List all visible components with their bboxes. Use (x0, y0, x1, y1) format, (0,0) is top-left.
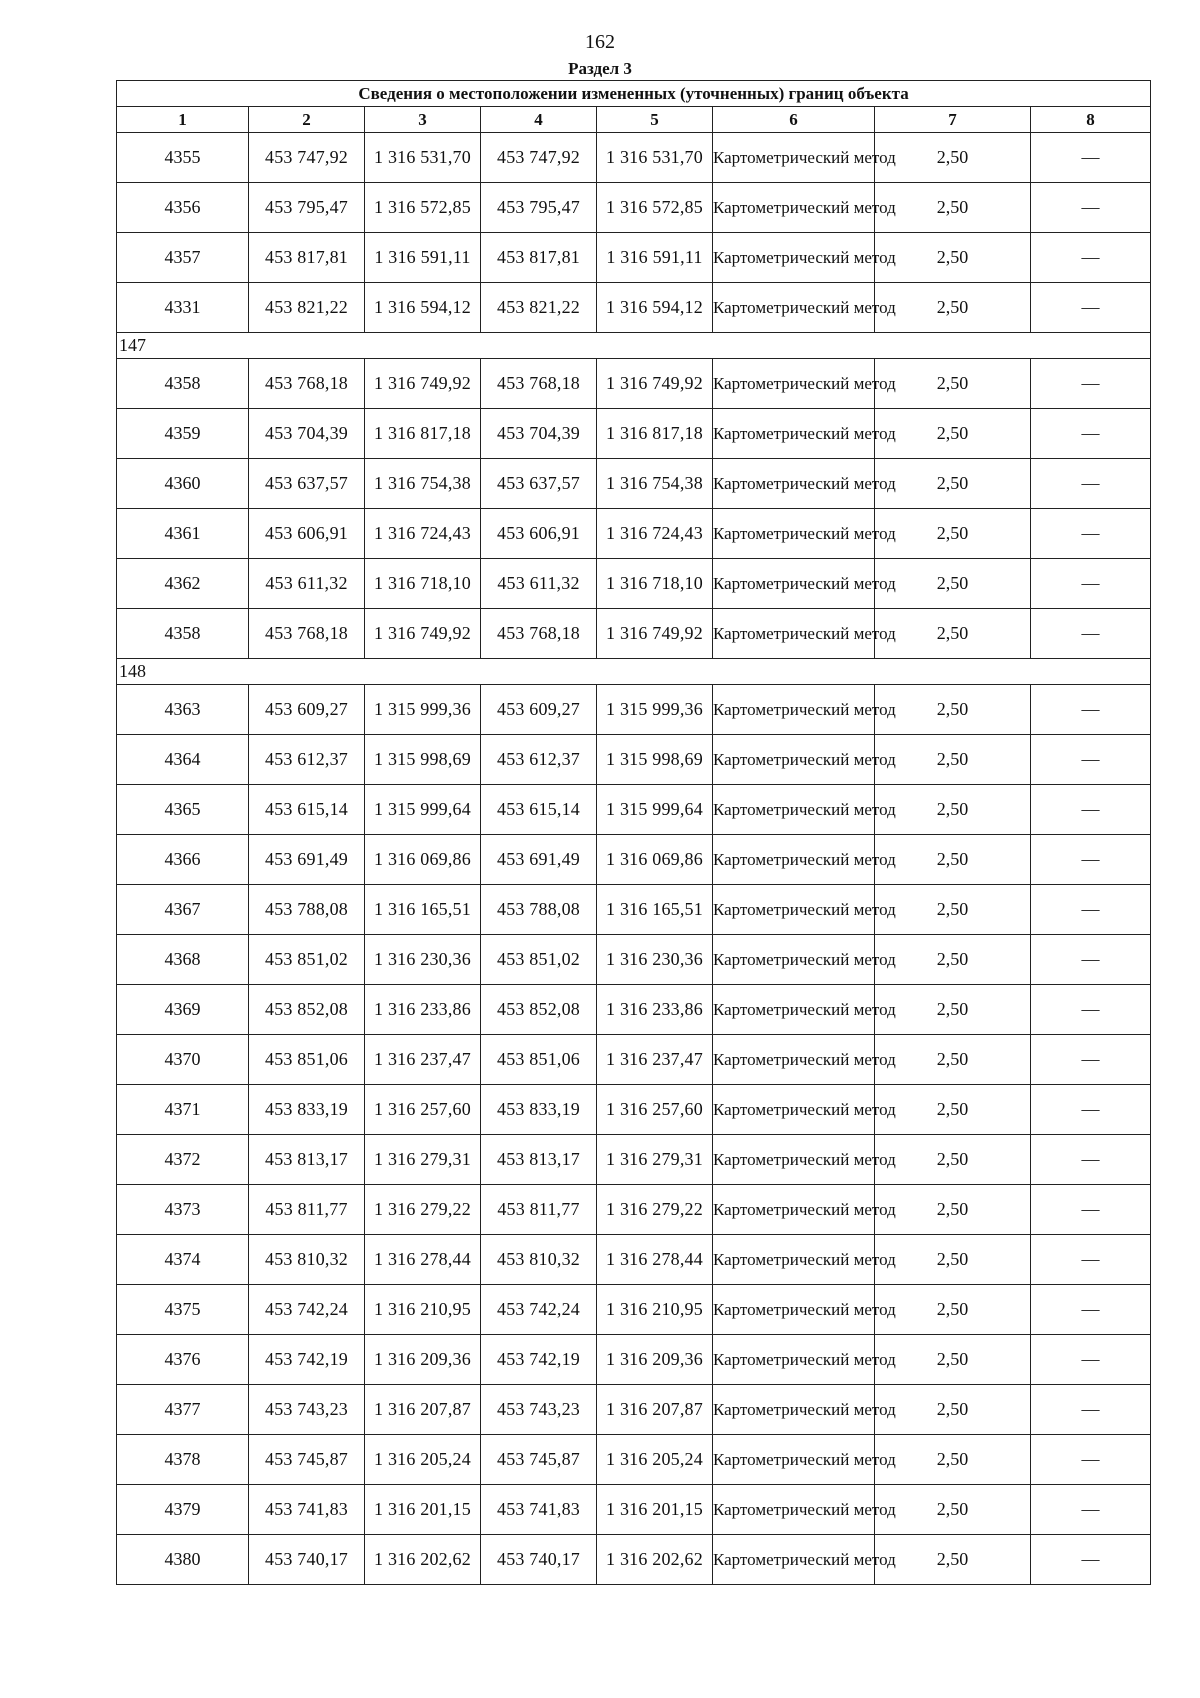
cell-x-old: 453 743,23 (249, 1385, 365, 1435)
cell-x-new: 453 740,17 (481, 1535, 597, 1585)
cell-y-new: 1 316 531,70 (597, 133, 713, 183)
contour-number: 147 (117, 333, 1151, 359)
cell-description: — (1031, 1485, 1151, 1535)
cell-point-number: 4357 (117, 233, 249, 283)
cell-precision: 2,50 (875, 935, 1031, 985)
cell-point-number: 4361 (117, 509, 249, 559)
cell-y-new: 1 316 278,44 (597, 1235, 713, 1285)
cell-description: — (1031, 509, 1151, 559)
cell-method: Картометрический метод (713, 183, 875, 233)
cell-y-new: 1 316 817,18 (597, 409, 713, 459)
table-row (117, 735, 1151, 785)
cell-y-old: 1 316 724,43 (365, 509, 481, 559)
cell-description: — (1031, 1085, 1151, 1135)
cell-method: Картометрический метод (713, 785, 875, 835)
column-number-row (117, 107, 1151, 133)
cell-description: — (1031, 1235, 1151, 1285)
table-row (117, 1185, 1151, 1235)
cell-point-number: 4367 (117, 885, 249, 935)
cell-y-old: 1 316 279,31 (365, 1135, 481, 1185)
cell-method: Картометрический метод (713, 1285, 875, 1335)
cell-description: — (1031, 283, 1151, 333)
cell-x-new: 453 615,14 (481, 785, 597, 835)
boundary-coordinates-table (116, 80, 1151, 1585)
cell-x-new: 453 810,32 (481, 1235, 597, 1285)
cell-precision: 2,50 (875, 509, 1031, 559)
cell-method: Картометрический метод (713, 685, 875, 735)
cell-method: Картометрический метод (713, 459, 875, 509)
cell-precision: 2,50 (875, 685, 1031, 735)
column-number: 2 (249, 107, 365, 133)
cell-y-old: 1 315 998,69 (365, 735, 481, 785)
table-row (117, 1085, 1151, 1135)
table-row (117, 609, 1151, 659)
cell-x-new: 453 742,19 (481, 1335, 597, 1385)
cell-precision: 2,50 (875, 359, 1031, 409)
column-number: 3 (365, 107, 481, 133)
cell-method: Картометрический метод (713, 133, 875, 183)
cell-precision: 2,50 (875, 233, 1031, 283)
cell-description: — (1031, 1435, 1151, 1485)
cell-y-new: 1 316 749,92 (597, 359, 713, 409)
cell-method: Картометрический метод (713, 885, 875, 935)
table-row (117, 559, 1151, 609)
table-row (117, 459, 1151, 509)
table-row (117, 1135, 1151, 1185)
page-number: 162 (585, 31, 615, 53)
column-number: 8 (1031, 107, 1151, 133)
cell-y-new: 1 316 230,36 (597, 935, 713, 985)
cell-y-old: 1 316 718,10 (365, 559, 481, 609)
table-row (117, 359, 1151, 409)
cell-y-new: 1 316 201,15 (597, 1485, 713, 1535)
cell-y-old: 1 316 279,22 (365, 1185, 481, 1235)
table-row (117, 133, 1151, 183)
cell-x-new: 453 747,92 (481, 133, 597, 183)
cell-precision: 2,50 (875, 885, 1031, 935)
cell-description: — (1031, 133, 1151, 183)
cell-point-number: 4364 (117, 735, 249, 785)
cell-precision: 2,50 (875, 985, 1031, 1035)
column-number: 5 (597, 107, 713, 133)
cell-x-new: 453 788,08 (481, 885, 597, 935)
table-row (117, 1535, 1151, 1585)
cell-x-old: 453 768,18 (249, 359, 365, 409)
cell-precision: 2,50 (875, 1385, 1031, 1435)
table-row (117, 1335, 1151, 1385)
cell-y-old: 1 316 202,62 (365, 1535, 481, 1585)
cell-description: — (1031, 359, 1151, 409)
cell-y-new: 1 316 754,38 (597, 459, 713, 509)
cell-precision: 2,50 (875, 1035, 1031, 1085)
cell-x-old: 453 637,57 (249, 459, 365, 509)
cell-x-new: 453 743,23 (481, 1385, 597, 1435)
table-row (117, 1235, 1151, 1285)
cell-y-new: 1 316 205,24 (597, 1435, 713, 1485)
cell-point-number: 4371 (117, 1085, 249, 1135)
cell-method: Картометрический метод (713, 735, 875, 785)
cell-x-old: 453 821,22 (249, 283, 365, 333)
cell-x-old: 453 810,32 (249, 1235, 365, 1285)
cell-x-old: 453 609,27 (249, 685, 365, 735)
cell-x-new: 453 612,37 (481, 735, 597, 785)
cell-description: — (1031, 409, 1151, 459)
cell-x-new: 453 606,91 (481, 509, 597, 559)
cell-y-old: 1 315 999,36 (365, 685, 481, 735)
table-row (117, 885, 1151, 935)
cell-method: Картометрический метод (713, 935, 875, 985)
cell-precision: 2,50 (875, 1335, 1031, 1385)
cell-x-old: 453 852,08 (249, 985, 365, 1035)
cell-description: — (1031, 609, 1151, 659)
cell-y-new: 1 316 165,51 (597, 885, 713, 935)
cell-y-new: 1 316 257,60 (597, 1085, 713, 1135)
cell-description: — (1031, 1535, 1151, 1585)
contour-number: 148 (117, 659, 1151, 685)
cell-y-old: 1 315 999,64 (365, 785, 481, 835)
cell-x-new: 453 768,18 (481, 359, 597, 409)
cell-precision: 2,50 (875, 609, 1031, 659)
cell-precision: 2,50 (875, 1535, 1031, 1585)
cell-x-old: 453 691,49 (249, 835, 365, 885)
cell-x-old: 453 740,17 (249, 1535, 365, 1585)
cell-description: — (1031, 835, 1151, 885)
cell-x-new: 453 745,87 (481, 1435, 597, 1485)
cell-point-number: 4377 (117, 1385, 249, 1435)
cell-description: — (1031, 1135, 1151, 1185)
cell-method: Картометрический метод (713, 283, 875, 333)
contour-group-row (117, 659, 1151, 685)
cell-point-number: 4366 (117, 835, 249, 885)
cell-method: Картометрический метод (713, 1335, 875, 1385)
cell-point-number: 4369 (117, 985, 249, 1035)
cell-x-new: 453 704,39 (481, 409, 597, 459)
cell-method: Картометрический метод (713, 1485, 875, 1535)
cell-precision: 2,50 (875, 283, 1031, 333)
cell-y-new: 1 316 237,47 (597, 1035, 713, 1085)
table-caption: Сведения о местоположении измененных (уточненных) границ объекта (117, 81, 1151, 107)
cell-x-new: 453 611,32 (481, 559, 597, 609)
cell-y-old: 1 316 237,47 (365, 1035, 481, 1085)
cell-description: — (1031, 183, 1151, 233)
table-row (117, 183, 1151, 233)
cell-point-number: 4376 (117, 1335, 249, 1385)
cell-y-new: 1 316 724,43 (597, 509, 713, 559)
cell-y-new: 1 316 591,11 (597, 233, 713, 283)
cell-description: — (1031, 1285, 1151, 1335)
cell-y-old: 1 316 230,36 (365, 935, 481, 985)
cell-point-number: 4372 (117, 1135, 249, 1185)
cell-y-new: 1 315 998,69 (597, 735, 713, 785)
cell-x-old: 453 611,32 (249, 559, 365, 609)
cell-x-old: 453 795,47 (249, 183, 365, 233)
cell-y-new: 1 316 069,86 (597, 835, 713, 885)
cell-x-new: 453 691,49 (481, 835, 597, 885)
cell-method: Картометрический метод (713, 1035, 875, 1085)
cell-method: Картометрический метод (713, 233, 875, 283)
cell-point-number: 4375 (117, 1285, 249, 1335)
cell-x-old: 453 612,37 (249, 735, 365, 785)
cell-y-new: 1 316 202,62 (597, 1535, 713, 1585)
cell-precision: 2,50 (875, 559, 1031, 609)
cell-description: — (1031, 985, 1151, 1035)
cell-y-old: 1 316 207,87 (365, 1385, 481, 1435)
cell-precision: 2,50 (875, 1485, 1031, 1535)
cell-point-number: 4331 (117, 283, 249, 333)
cell-y-old: 1 316 531,70 (365, 133, 481, 183)
cell-point-number: 4368 (117, 935, 249, 985)
cell-method: Картометрический метод (713, 1235, 875, 1285)
cell-point-number: 4356 (117, 183, 249, 233)
cell-method: Картометрический метод (713, 1185, 875, 1235)
cell-point-number: 4358 (117, 609, 249, 659)
cell-x-old: 453 833,19 (249, 1085, 365, 1135)
column-number: 6 (713, 107, 875, 133)
cell-precision: 2,50 (875, 735, 1031, 785)
table-row (117, 935, 1151, 985)
cell-x-old: 453 811,77 (249, 1185, 365, 1235)
cell-method: Картометрический метод (713, 985, 875, 1035)
cell-precision: 2,50 (875, 1135, 1031, 1185)
cell-y-new: 1 316 209,36 (597, 1335, 713, 1385)
cell-method: Картометрический метод (713, 1135, 875, 1185)
cell-y-new: 1 316 718,10 (597, 559, 713, 609)
cell-y-old: 1 316 233,86 (365, 985, 481, 1035)
cell-description: — (1031, 459, 1151, 509)
cell-y-new: 1 316 572,85 (597, 183, 713, 233)
cell-x-old: 453 747,92 (249, 133, 365, 183)
cell-y-old: 1 316 754,38 (365, 459, 481, 509)
cell-x-new: 453 817,81 (481, 233, 597, 283)
cell-y-old: 1 316 210,95 (365, 1285, 481, 1335)
cell-y-old: 1 316 069,86 (365, 835, 481, 885)
cell-x-new: 453 811,77 (481, 1185, 597, 1235)
table-row (117, 283, 1151, 333)
table-row (117, 1435, 1151, 1485)
cell-y-new: 1 316 279,22 (597, 1185, 713, 1235)
table-row (117, 835, 1151, 885)
cell-description: — (1031, 935, 1151, 985)
cell-description: — (1031, 1385, 1151, 1435)
cell-point-number: 4365 (117, 785, 249, 835)
cell-x-old: 453 788,08 (249, 885, 365, 935)
cell-x-new: 453 821,22 (481, 283, 597, 333)
cell-x-old: 453 741,83 (249, 1485, 365, 1535)
cell-description: — (1031, 785, 1151, 835)
cell-y-new: 1 316 279,31 (597, 1135, 713, 1185)
cell-x-new: 453 852,08 (481, 985, 597, 1035)
cell-y-old: 1 316 572,85 (365, 183, 481, 233)
cell-method: Картометрический метод (713, 835, 875, 885)
cell-description: — (1031, 559, 1151, 609)
cell-x-new: 453 637,57 (481, 459, 597, 509)
cell-point-number: 4374 (117, 1235, 249, 1285)
cell-precision: 2,50 (875, 183, 1031, 233)
cell-precision: 2,50 (875, 409, 1031, 459)
cell-x-new: 453 851,06 (481, 1035, 597, 1085)
cell-method: Картометрический метод (713, 409, 875, 459)
cell-y-new: 1 316 207,87 (597, 1385, 713, 1435)
cell-precision: 2,50 (875, 1085, 1031, 1135)
cell-y-old: 1 316 201,15 (365, 1485, 481, 1535)
cell-y-new: 1 315 999,64 (597, 785, 713, 835)
cell-method: Картометрический метод (713, 359, 875, 409)
cell-x-old: 453 615,14 (249, 785, 365, 835)
cell-point-number: 4373 (117, 1185, 249, 1235)
table-caption-row (117, 81, 1151, 107)
cell-precision: 2,50 (875, 785, 1031, 835)
cell-method: Картометрический метод (713, 1535, 875, 1585)
cell-y-old: 1 316 749,92 (365, 609, 481, 659)
cell-x-old: 453 851,06 (249, 1035, 365, 1085)
cell-y-old: 1 316 594,12 (365, 283, 481, 333)
cell-y-new: 1 316 210,95 (597, 1285, 713, 1335)
cell-method: Картометрический метод (713, 559, 875, 609)
cell-x-old: 453 817,81 (249, 233, 365, 283)
cell-x-new: 453 851,02 (481, 935, 597, 985)
table-row (117, 1035, 1151, 1085)
cell-x-new: 453 833,19 (481, 1085, 597, 1135)
cell-x-old: 453 704,39 (249, 409, 365, 459)
cell-method: Картометрический метод (713, 1085, 875, 1135)
table-row (117, 1385, 1151, 1435)
cell-description: — (1031, 1185, 1151, 1235)
cell-y-new: 1 316 233,86 (597, 985, 713, 1035)
cell-x-old: 453 742,19 (249, 1335, 365, 1385)
cell-point-number: 4359 (117, 409, 249, 459)
cell-precision: 2,50 (875, 1285, 1031, 1335)
cell-description: — (1031, 735, 1151, 785)
cell-point-number: 4370 (117, 1035, 249, 1085)
cell-method: Картометрический метод (713, 1435, 875, 1485)
table-row (117, 685, 1151, 735)
cell-y-new: 1 316 749,92 (597, 609, 713, 659)
cell-x-old: 453 742,24 (249, 1285, 365, 1335)
cell-x-old: 453 813,17 (249, 1135, 365, 1185)
cell-description: — (1031, 685, 1151, 735)
cell-x-old: 453 768,18 (249, 609, 365, 659)
cell-method: Картометрический метод (713, 1385, 875, 1435)
cell-y-old: 1 316 749,92 (365, 359, 481, 409)
cell-x-new: 453 813,17 (481, 1135, 597, 1185)
cell-precision: 2,50 (875, 1185, 1031, 1235)
cell-precision: 2,50 (875, 835, 1031, 885)
cell-y-old: 1 316 257,60 (365, 1085, 481, 1135)
cell-point-number: 4360 (117, 459, 249, 509)
column-number: 7 (875, 107, 1031, 133)
cell-x-new: 453 795,47 (481, 183, 597, 233)
cell-y-old: 1 316 165,51 (365, 885, 481, 935)
cell-x-new: 453 609,27 (481, 685, 597, 735)
cell-x-old: 453 606,91 (249, 509, 365, 559)
cell-description: — (1031, 233, 1151, 283)
cell-y-new: 1 316 594,12 (597, 283, 713, 333)
table-body (117, 133, 1151, 1585)
cell-point-number: 4363 (117, 685, 249, 735)
cell-point-number: 4358 (117, 359, 249, 409)
cell-point-number: 4380 (117, 1535, 249, 1585)
cell-description: — (1031, 885, 1151, 935)
table-row (117, 233, 1151, 283)
table-row (117, 785, 1151, 835)
section-title: Раздел 3 (568, 59, 632, 78)
cell-y-new: 1 315 999,36 (597, 685, 713, 735)
cell-description: — (1031, 1335, 1151, 1385)
cell-point-number: 4378 (117, 1435, 249, 1485)
table-row (117, 985, 1151, 1035)
cell-x-new: 453 768,18 (481, 609, 597, 659)
cell-y-old: 1 316 205,24 (365, 1435, 481, 1485)
cell-y-old: 1 316 817,18 (365, 409, 481, 459)
cell-method: Картометрический метод (713, 609, 875, 659)
cell-y-old: 1 316 278,44 (365, 1235, 481, 1285)
cell-y-old: 1 316 591,11 (365, 233, 481, 283)
cell-x-new: 453 742,24 (481, 1285, 597, 1335)
cell-precision: 2,50 (875, 133, 1031, 183)
table-row (117, 509, 1151, 559)
table-row (117, 1485, 1151, 1535)
cell-precision: 2,50 (875, 1435, 1031, 1485)
cell-x-old: 453 851,02 (249, 935, 365, 985)
cell-point-number: 4362 (117, 559, 249, 609)
table-row (117, 1285, 1151, 1335)
cell-y-old: 1 316 209,36 (365, 1335, 481, 1385)
cell-point-number: 4379 (117, 1485, 249, 1535)
cell-method: Картометрический метод (713, 509, 875, 559)
cell-x-new: 453 741,83 (481, 1485, 597, 1535)
cell-precision: 2,50 (875, 459, 1031, 509)
column-number: 1 (117, 107, 249, 133)
cell-x-old: 453 745,87 (249, 1435, 365, 1485)
table-row (117, 409, 1151, 459)
contour-group-row (117, 333, 1151, 359)
cell-description: — (1031, 1035, 1151, 1085)
cell-point-number: 4355 (117, 133, 249, 183)
cell-precision: 2,50 (875, 1235, 1031, 1285)
column-number: 4 (481, 107, 597, 133)
